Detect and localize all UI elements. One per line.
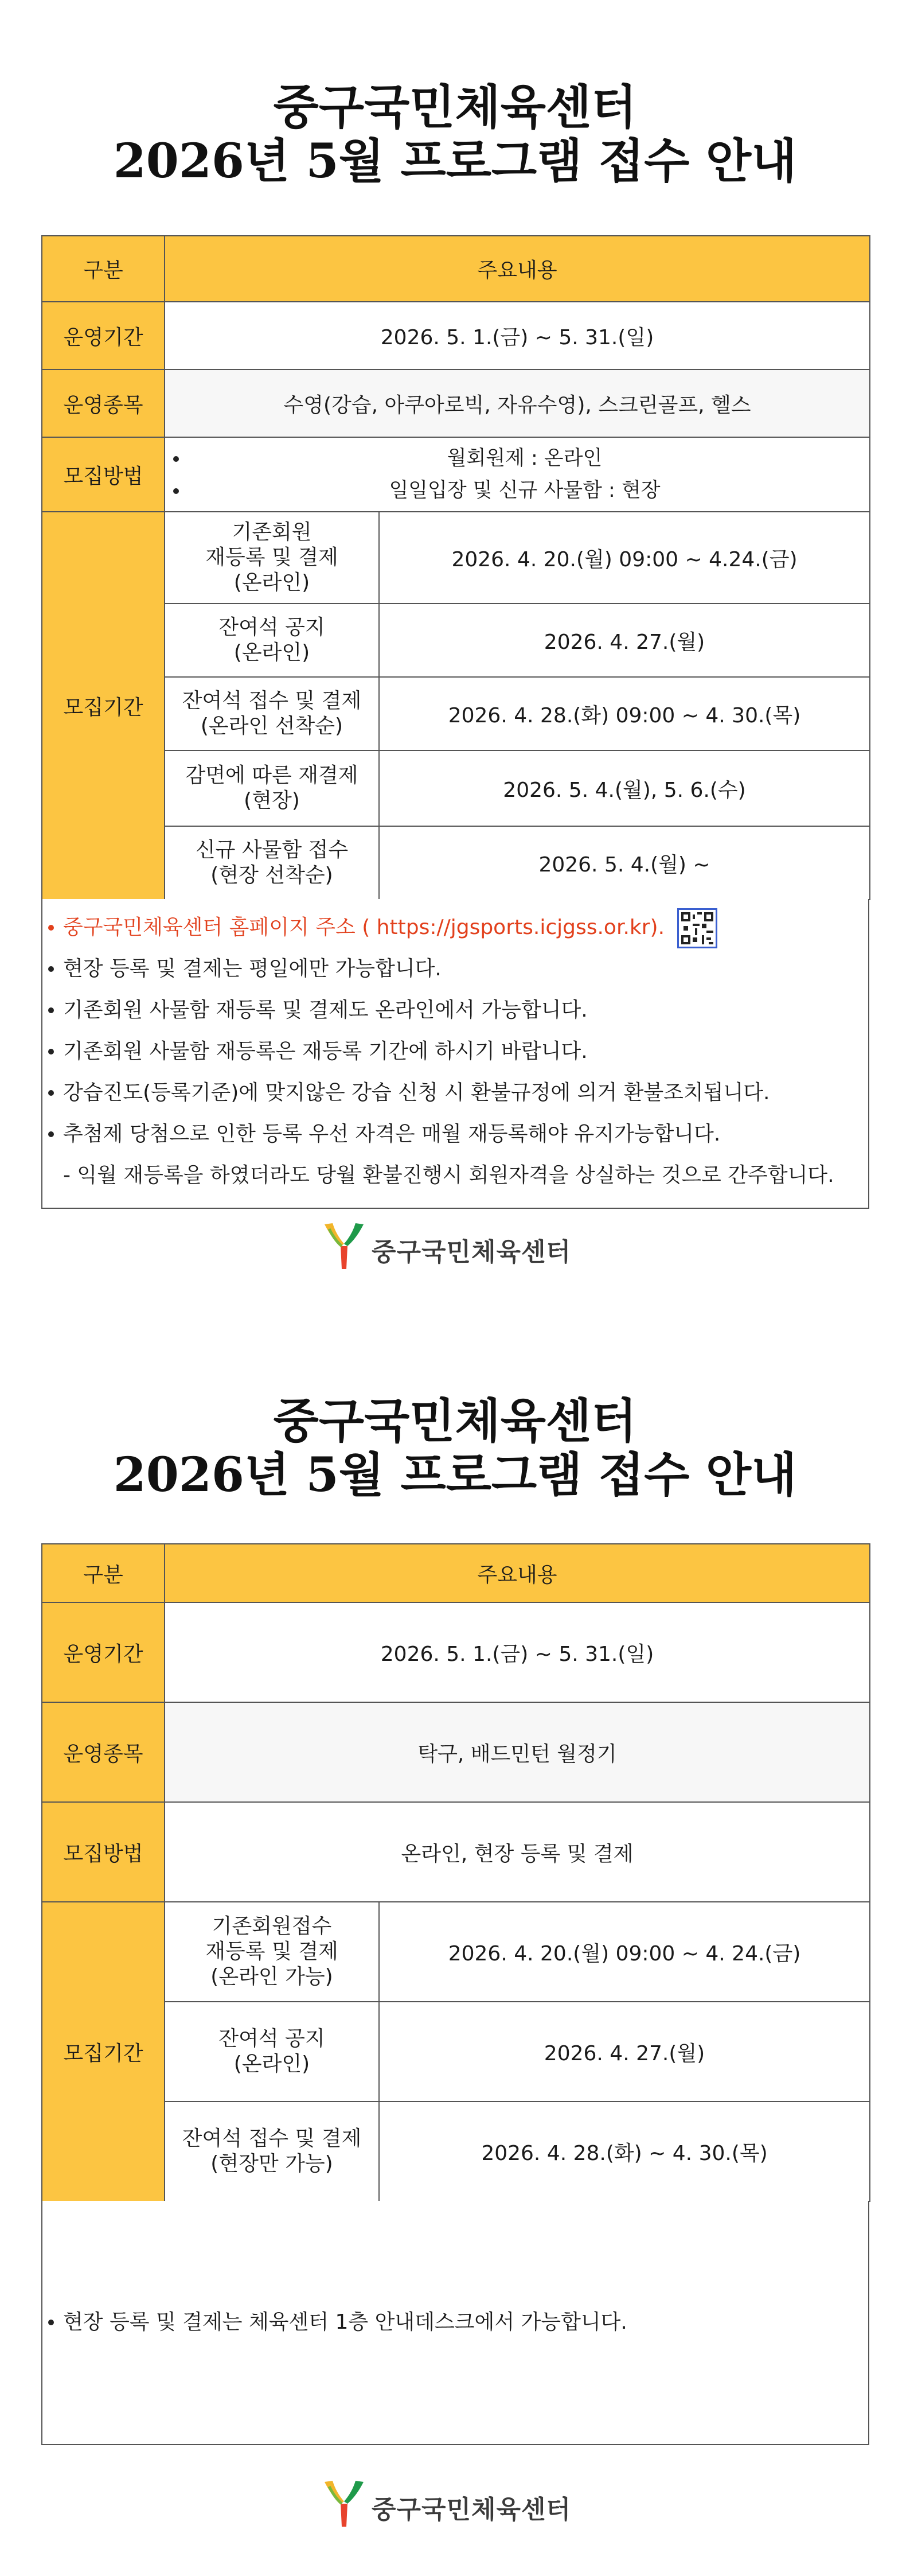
method-label: 모집방법	[42, 1802, 165, 1902]
schedule-date: 2026. 5. 4.(월) ~	[379, 826, 870, 900]
logo-text: 중구국민체육센터	[372, 2495, 572, 2524]
info-table-2	[41, 1543, 870, 2202]
title-line2: 2026년 5월 프로그램 접수 안내	[113, 1447, 797, 1503]
homepage-note	[42, 907, 868, 948]
recruit-label: 모집기간	[42, 512, 165, 900]
note-item: 기존회원 사물함 재등록 및 결제도 온라인에서 가능합니다.	[42, 990, 868, 1031]
jungu-sports-center-logo-icon	[321, 1221, 367, 1270]
notes-box	[41, 899, 869, 1209]
header-category: 구분	[42, 236, 165, 302]
schedule-date: 2026. 4. 27.(월)	[379, 604, 870, 677]
schedule-date: 2026. 4. 28.(화) ~ 4. 30.(목)	[379, 2102, 870, 2201]
programs-value: 탁구, 배드민턴 월정기	[165, 1702, 870, 1802]
period-value: 2026. 5. 1.(금) ~ 5. 31.(일)	[165, 302, 870, 369]
note-subitem: - 익월 재등록을 하였더라도 당월 환불진행시 회원자격을 상실하는 것으로 간주합니다.	[63, 1164, 834, 1187]
homepage-link[interactable]: 중구국민체육센터 홈페이지 주소 ( https://jgsports.icjgss.or.kr).	[63, 916, 665, 939]
schedule-name: 신규 사물함 접수 (현장 선착순)	[165, 826, 379, 900]
info-table	[41, 235, 870, 900]
jungu-sports-center-logo-icon	[321, 2478, 367, 2528]
note-item: 추첨제 당첨으로 인한 등록 우선 자격은 매월 재등록해야 유지가능합니다.	[42, 1114, 868, 1155]
center-logo-2	[321, 2478, 596, 2530]
programs-label: 운영종목	[42, 369, 165, 437]
schedule-name: 기존회원 재등록 및 결제 (온라인)	[165, 512, 379, 604]
method-item: 일일입장 및 신규 사물함 : 현장	[186, 474, 864, 507]
programs-label: 운영종목	[42, 1702, 165, 1802]
header-content: 주요내용	[165, 236, 870, 302]
period-value: 2026. 5. 1.(금) ~ 5. 31.(일)	[165, 1602, 870, 1702]
logo-text: 중구국민체육센터	[372, 1238, 572, 1267]
note-item: 현장 등록 및 결제는 체육센터 1층 안내데스크에서 가능합니다.	[42, 2302, 868, 2343]
schedule-name: 잔여석 공지 (온라인)	[165, 604, 379, 677]
schedule-date: 2026. 4. 28.(화) 09:00 ~ 4. 30.(목)	[379, 677, 870, 750]
schedule-name: 감면에 따른 재결제 (현장)	[165, 750, 379, 826]
title-line1: 중구국민체육센터	[273, 80, 637, 135]
title-line1: 중구국민체육센터	[273, 1394, 637, 1449]
period-label: 운영기간	[42, 302, 165, 369]
schedule-name: 잔여석 접수 및 결제 (온라인 선착순)	[165, 677, 379, 750]
title-line2: 2026년 5월 프로그램 접수 안내	[113, 134, 797, 189]
recruit-label: 모집기간	[42, 1902, 165, 2201]
schedule-date: 2026. 4. 27.(월)	[379, 2002, 870, 2102]
period-label: 운영기간	[42, 1602, 165, 1702]
note-item: 기존회원 사물함 재등록은 재등록 기간에 하시기 바랍니다.	[42, 1031, 868, 1072]
note-item: 현장 등록 및 결제는 평일에만 가능합니다.	[42, 948, 868, 990]
method-label: 모집방법	[42, 437, 165, 512]
page-title	[0, 80, 910, 188]
schedule-date: 2026. 4. 20.(월) 09:00 ~ 4. 24.(금)	[379, 1902, 870, 2002]
notes-box-2	[41, 2201, 869, 2445]
header-category: 구분	[42, 1544, 165, 1602]
method-item: 월회원제 : 온라인	[186, 442, 864, 474]
programs-value: 수영(강습, 아쿠아로빅, 자유수영), 스크린골프, 헬스	[165, 369, 870, 437]
schedule-date: 2026. 5. 4.(월), 5. 6.(수)	[379, 750, 870, 826]
method-value: 온라인, 현장 등록 및 결제	[165, 1802, 870, 1902]
center-logo	[321, 1221, 596, 1273]
note-item: 강습진도(등록기준)에 맞지않은 강습 신청 시 환불규정에 의거 환불조치됩니다.	[42, 1072, 868, 1114]
page-title-2	[0, 1394, 910, 1502]
schedule-date: 2026. 4. 20.(월) 09:00 ~ 4.24.(금)	[379, 512, 870, 604]
method-value	[165, 437, 870, 512]
schedule-name: 잔여석 공지 (온라인)	[165, 2002, 379, 2102]
qr-code-icon[interactable]	[677, 908, 717, 948]
header-content: 주요내용	[165, 1544, 870, 1602]
schedule-name: 잔여석 접수 및 결제 (현장만 가능)	[165, 2102, 379, 2201]
schedule-name: 기존회원접수 재등록 및 결제 (온라인 가능)	[165, 1902, 379, 2002]
